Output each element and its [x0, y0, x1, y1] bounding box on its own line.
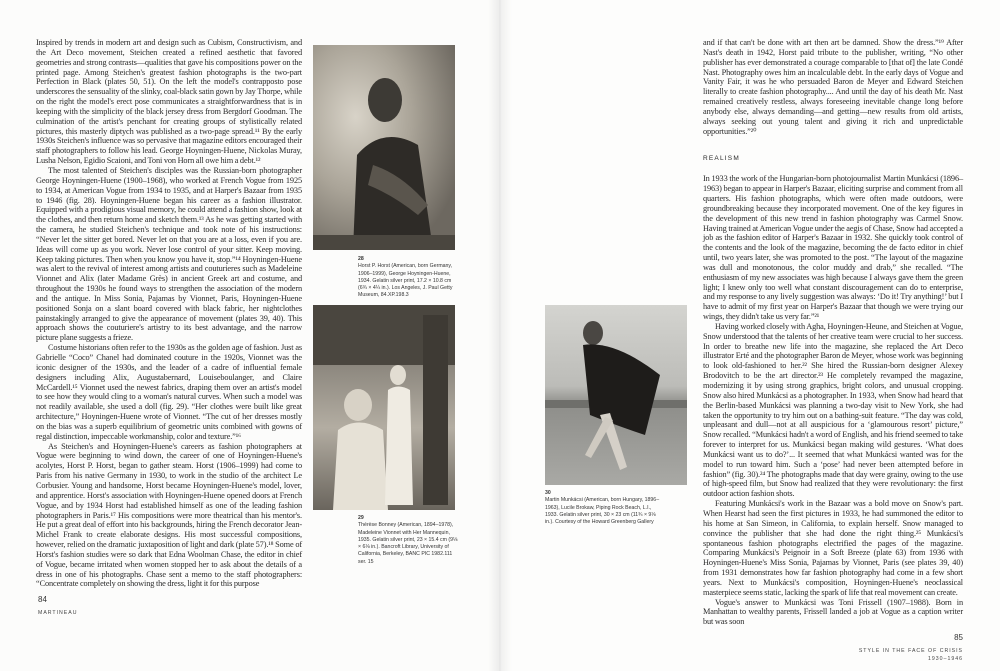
- running-head-dates: 1930–1946: [928, 656, 963, 662]
- paragraph: Featuring Munkácsi's work in the Bazaar was a bold move on Snow's part. When Hearst had seen the first pictures in 1933, he had summoned the editor to his home at San Simeon, in California, to explain herself. Snow managed to convince the publisher that she had done the right thing.²⁵ Munkácsi's spontaneous fashion photographs electrified the pages of the magazine. Comparing Munkácsi's Peignoir in a Soft Breeze (plate 63) from 1936 with Hoyningen-Huene's Miss Sonia, Pajamas by Vionnet, Paris (see plates 39, 40) from 1931 demonstrates how far fashion photography had come in a few short years. Next to Munkácsi's composition, Hoyningen-Huene's neoclassical masterpiece seems static, lacking the spark of life that real movement can create.: [703, 499, 963, 597]
- caption-text: Martin Munkácsi (American, born Hungary, 1896–1963), Lucile Brokaw, Piping Rock Beach, L.I., 1933. Gelatin silver print, 30 × 23 cm (11¾ × 9⅛ in.). Courtesy of the Howard Greenberg Gallery: [545, 497, 660, 526]
- running-head-title: STYLE IN THE FACE OF CRISIS: [858, 648, 963, 654]
- paragraph: Having worked closely with Agha, Hoyningen-Heune, and Steichen at Vogue, Snow understood that the talents of her creative team were crucial to her success. In order to breathe new life into the magazine, she replaced the Art Deco illustrator Erté and the photographer Baron de Meyer, whose work was beginning to look old-fashioned to her.²² She hired the Russian-born designer Alexey Brodovitch to be the art director.²³ He completely revamped the magazine, modernizing it by using strong graphics, bright colors, and unusual cropping. Snow also hired Munkácsi as a photographer. In 1933, when Snow had heard that the Berlin-based Munkácsi was planning a two-day visit to New York, she had taken the opportunity to try him out on a bathing-suit feature. “The day was cold, unpleasant and dull—not at all auspicious for a ‘glamourous resort’ picture,” Snow recalled. “Munkácsi hadn't a word of English, and his friend seemed to take forever to interpret for us. Munkácsi began making wild gestures. ‘What does Munkácsi want us to do?’... It seemed that what Munkácsi wanted was for the model to run toward him. Such a ‘pose’ had never been attempted before in fashion” (fig. 30).²⁴ The photographs made that day were grainy, owing to the use of high-speed film, but Snow had realized that they were revolutionary: the first outdoor action fashion shots.: [703, 321, 963, 499]
- section-heading: REALISM: [703, 155, 740, 163]
- running-head: MARTINEAU: [38, 610, 78, 616]
- caption-fig-30: [545, 490, 660, 526]
- figure-number: 29: [358, 515, 364, 521]
- paragraph: As Steichen's and Hoyningen-Huene's careers as fashion photographers at Vogue were beginning to wind down, the career of one of Hoyningen-Huene's acolytes, Horst P. Horst, began to gather steam. Horst (1906–1999) had come to Paris from his native Germany in 1930, to work in the studio of the architect Le Corbusier. Young and handsome, Horst became Hoyningen-Huene's model, lover, and apprentice. Horst's association with Hoyningen-Huene opened doors at French Vogue, and by 1934 Horst had established himself as one of the leading fashion photographers in Paris.¹⁷ His compositions were more theatrical than his mentor's. He put a great deal of effort into his backgrounds, hiring the French decorator Jean-Michel Frank to create elaborate designs. His most successful compositions, however, relied on the dramatic juxtaposition of light and dark (plate 57).¹⁸ Some of Horst's fashion studies were so dark that Edna Woolman Chase, the editor in chief of Vogue, became irritated when women stopped her to ask about the details of a dress in one of his photographs. Chase sent a memo to the staff photographers: “Concentrate completely on showing the dress, light it for this purpose: [36, 441, 302, 589]
- paragraph: Inspired by trends in modern art and design such as Cubism, Constructivism, and the Art Deco movement, Steichen created a refined aesthetic that favored geometries and strong contrasts—qualities that gave his compositions power on the printed page. Among Steichen's greatest fashion photographs is the two-part Perfection in Black (plates 50, 51). On the left the model's contrapposto pose underscores the sensuality of the slinky, coal-black satin gown by Jay Thorpe, while on the right the model's erect pose communicates a straightforwardness that is in keeping with the simplicity of the black jersey dress from Bergdorf Goodman. The culmination of the artist's penchant for creating groups of stylistically related pictures, this masterly diptych was published as a two-page spread.¹¹ By the early 1930s Steichen's influence was so pervasive that magazine editors encouraged their staff photographers to follow his lead. George Hoyningen-Huene, Nickolas Muray, Lusha Nelson, Egidio Scaioni, and Toni von Horn all owe him a debt.¹²: [36, 38, 302, 166]
- left-text-column: [36, 38, 302, 589]
- photo-fig-30-munkacsi: [545, 305, 687, 485]
- running-head: [859, 647, 963, 663]
- photo-fig-29-vionnet: [313, 305, 455, 510]
- paragraph: The most talented of Steichen's disciples was the Russian-born photographer George Hoyningen-Huene (1900–1968), who worked at French Vogue from 1925 to 1934, at American Vogue from 1934 to 1935, and at Harper's Bazaar from 1935 to 1946 (fig. 28). Hoyningen-Huene began his career as a fashion illustrator. Equipped with a prodigious visual memory, he could attend a fashion show, look at the clothes, and then return home and sketch them.¹³ As he was getting started with the camera, he studied Steichen's technique and took note of his instructions: “Never let the sitter get bored. Never let on that you are at a loss, even if you are. Ideas will come up as you work. Never lose control of your sitter. Keep moving. Keep taking pictures. Then when you know you have it, stop.”¹⁴ Hoyningen-Huene was alert to the revival of interest among artists and couturieres such as Madeleine Vionnet and Alix (later Madame Grès) in ancient Greek art and costume, and throughout the 1930s he found ways to strengthen the association of the modern and the antique. In Miss Sonia, Pajamas by Vionnet, Paris, Hoyningen-Huene positioned Sonja on a slant board covered with black fabric, her nightclothes painstakingly arranged to give the appearance of movement (plates 39, 40). This approach shows the couturiere's artistry to its best advantage, and the narrow picture plane suggests a frieze.: [36, 165, 302, 343]
- paragraph: In 1933 the work of the Hungarian-born photojournalist Martin Munkácsi (1896–1963) began to appear in Harper's Bazaar, eliciting surprise and comment from all quarters. His fashion photographs, which were often made outdoors, were groundbreaking because they incorporated movement. One of the key figures in the development of this new trend in fashion photography was Carmel Snow. Having trained at American Vogue under the aegis of Chase, Snow had accepted a job as the fashion editor of Harper's Bazaar in 1932. She quickly took control of the contents and the look of the magazine, becoming the de facto editor in chief until, two years later, she was promoted to the post. “The layout of the magazine was dull and monotonous, the color muddy and drab,” she recalled. “The enthusiasm of my new associates was high because I always gave them the green light; I knew only too well what constant discouragement can do to enterprise, and my response to any lively suggestion was always: ‘Do it! Try anything!’ but I have to admit of my first year on Harper's Bazaar that though we were trying our wings, they didn't take us very far.”²¹: [703, 174, 963, 322]
- paragraph: Vogue's answer to Munkácsi was Toni Frissell (1907–1988). Born in Manhattan to wealthy parents, Frissell landed a job at Vogue as a caption writer but was soon: [703, 597, 963, 627]
- caption-fig-29: [358, 515, 458, 566]
- caption-text: Thérèse Bonney (American, 1894–1978), Madeleine Vionnet with Her Mannequin, 1935. Gelatin silver print, 23 × 15.4 cm (9⅛ × 6⅛ in.). Bancroft Library, University of California, Berkeley, BANC PIC 1982.111 ser. 15: [358, 522, 458, 565]
- caption-text: Horst P. Horst (American, born Germany, 1906–1999), George Hoyningen-Huene, 1934. Gelatin silver print, 17.2 × 10.8 cm (6¾ × 4¼ in.). Los Angeles, J. Paul Getty Museum, 84.XP.198.3: [358, 263, 453, 299]
- right-text-column: [703, 38, 963, 627]
- figure-number: 30: [545, 490, 551, 496]
- portrait-figure-icon: [313, 45, 455, 250]
- caption-fig-28: [358, 256, 458, 300]
- figure-number: 28: [358, 256, 364, 262]
- paragraph: Costume historians often refer to the 1930s as the golden age of fashion. Just as Gabrielle “Coco” Chanel had dominated couture in the 1920s, Vionnet was the iconic designer of the 1930s, and the leader of a cadre of influential female designers including Alix, Augustabernard, Louiseboulanger, and Claire McCardell.¹⁵ Vionnet used the newest fabrics, draping them over an artist's model to see how they would cling to a woman's natural curves. When such a model was not readily available, she used a doll (fig. 29). “Her clothes were built like great architecture,” Hoyningen-Huene wrote of Vionnet. “The cut of her dresses mostly on the bias was a superb equilibrium of geometric units combined with gowns of regal distinction, impeccable workmanship, color and texture.”¹⁶: [36, 343, 302, 441]
- running-model-icon: [545, 305, 687, 485]
- book-gutter-shadow: [488, 0, 512, 671]
- page-number: 84: [38, 595, 47, 604]
- photo-fig-28-hoyningen-huene: [313, 45, 455, 250]
- page-number: 85: [954, 633, 963, 642]
- vionnet-mannequin-icon: [313, 305, 455, 510]
- paragraph: and if that can't be done with art then art be damned. Show the dress.”¹⁹ After Nast's death in 1942, Horst paid tribute to the publisher, writing, “No other publisher has ever demonstrated a courage comparable to [that of] the late Condé Nast. Photography owes him an incalculable debt. In the early days of Vogue and Vanity Fair, it was he who persuaded Baron de Meyer and Edward Steichen literally to create fashion photography.... And until the day of his death Mr. Nast remained creatively restless, always foreseeing inevitable change long before anybody else, always demanding—and getting—new results from old artists, always seeking out young talent and giving it rich and unpredictable opportunities.”²⁰: [703, 38, 963, 136]
